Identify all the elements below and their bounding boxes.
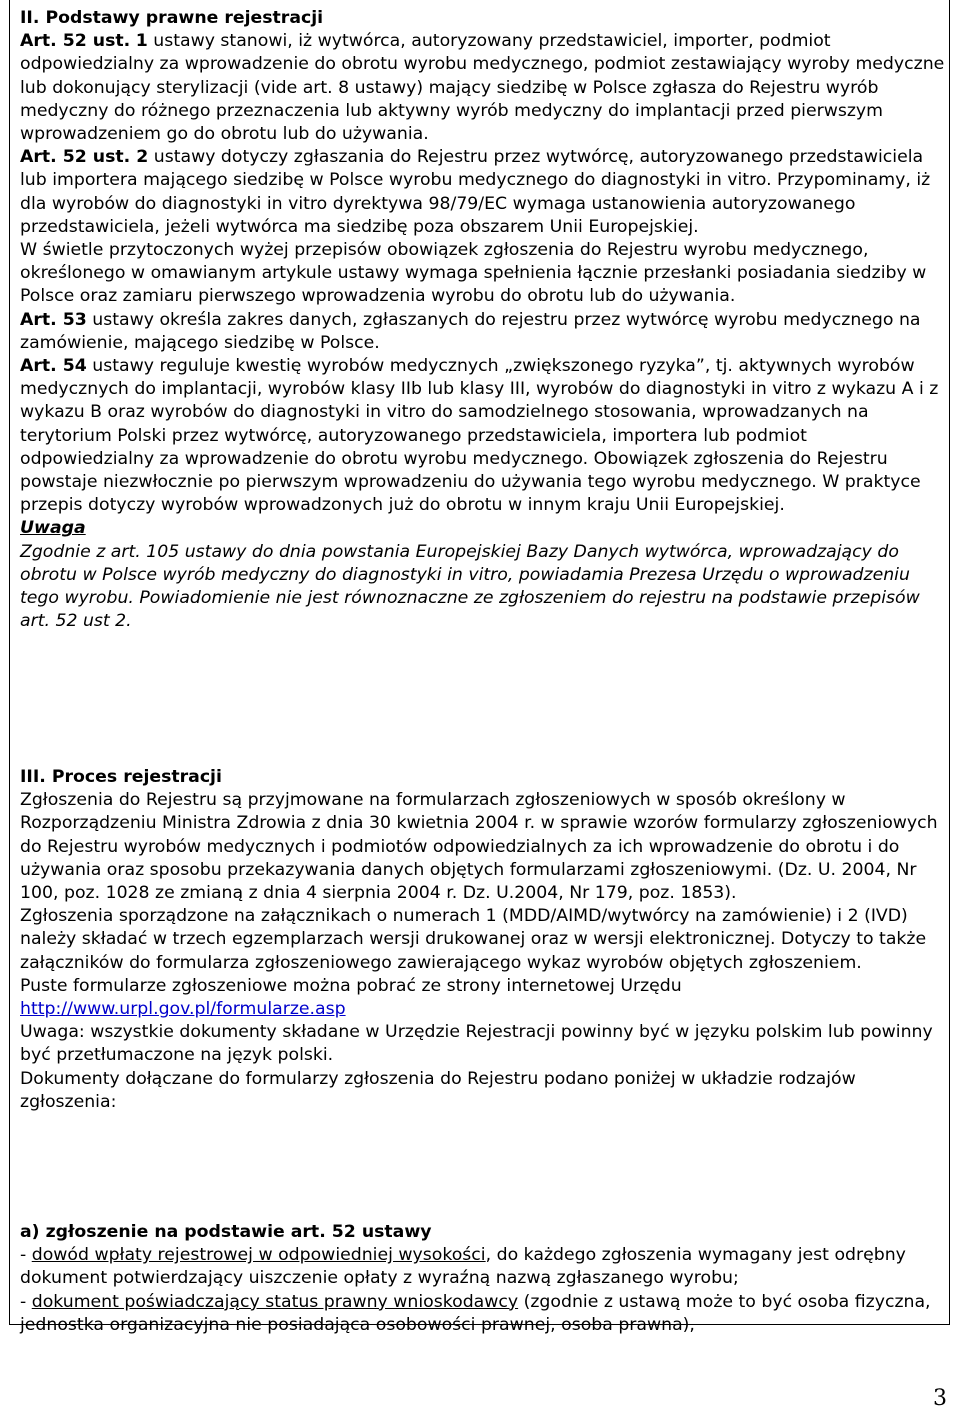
- paragraph: Puste formularze zgłoszeniowe można pobrać ze strony internetowej Urzędu: [20, 975, 682, 996]
- paragraph-text: ustawy określa zakres danych, zgłaszanych do rejestru przez wytwórcę wyrobu medycznego na zamówienie, mającego siedzibę w Polsce.: [20, 309, 921, 353]
- paragraph: Dokumenty dołączane do formularzy zgłoszenia do Rejestru podano poniżej w układzie rodzajów zgłoszenia:: [20, 1068, 856, 1112]
- section-legal-basis: [20, 7, 945, 633]
- paragraph: [20, 309, 945, 355]
- paragraph: Zgłoszenia sporządzone na załącznikach o numerach 1 (MDD/AIMD/wytwórcy na zamówienie) i 2 (IVD) należy składać w trzech egzemplarzach wersji drukowanej oraz w wersji elektronicznej. Dotyczy to także załączników do formularza zgłoszeniowego zawierającego wykaz wyrobów objętych zgłoszeniem.: [20, 906, 927, 973]
- paragraph-text: ustawy stanowi, iż wytwórca, autoryzowany przedstawiciel, importer, podmiot odpowiedzialny za wprowadzenie do obrotu wyrobu medycznego, podmiot zestawiający wyroby medyczne lub dokonujący sterylizacji (vide art. 8 ustawy) mający siedzibę w Polsce zgłasza do Rejestru wyrób medyczny do różnego przeznaczenia lub aktywny wyrób medyczny do implantacji przed pierwszym wprowadzeniem go do obrotu lub do używania.: [20, 31, 945, 145]
- note-text: Zgodnie z art. 105 ustawy do dnia powstania Europejskiej Bazy Danych wytwórca, wprowadzający do obrotu w Polsce wyrób medyczny do diagnostyki in vitro, powiadamia Prezesa Urzędu o wprowadzeniu tego wyrobu. Powiadomienie nie jest równoznaczne ze zgłoszeniem do rejestru na podstawie przepisów art. 52 ust 2.: [20, 541, 920, 632]
- article-number: 1: [135, 31, 148, 52]
- paragraph: [20, 146, 945, 239]
- section-heading: II. Podstawy prawne rejestracji: [20, 8, 324, 28]
- underlined-term: dokument poświadczający status prawny wnioskodawcy: [31, 1291, 519, 1312]
- paragraph-text: ustawy dotyczy zgłaszania do Rejestru przez wytwórcę, autoryzowanego przedstawiciela lub importera mającego siedzibę w Polsce wyrobu medycznego do diagnostyki in vitro. Przypominamy, iż dla wyrobów do diagnostyki in vitro dyrektywa 98/79/EC wymaga ustanowienia autoryzowanego przedstawiciela, jeżeli wytwórca ma siedzibę poza obszarem Unii Europejskiej.: [20, 147, 931, 237]
- article-ref: Art. 52 ust. 2: [20, 147, 149, 168]
- paragraph: W świetle przytoczonych wyżej przepisów obowiązek zgłoszenia do Rejestru wyrobu medycznego, określonego w omawianym artykule ustawy wymaga spełnienia łącznie przesłanki posiadania siedziby w Polsce oraz zamiaru pierwszego wprowadzenia wyrobu do obrotu lub do używania.: [20, 240, 927, 307]
- paragraph-text: ustawy reguluje kwestię wyrobów medycznych „zwiększonego ryzyka”, tj. aktywnych wyrobów medycznych do implantacji, wyrobów klasy IIb lub klasy III, wyrobów do diagnostyki in vitro z wykazu A i z wykazu B oraz wyrobów do diagnostyki in vitro do samodzielnego stosowania, wprowadzanych na terytorium Polski przez wytwórcę, autoryzowanego przedstawiciela, importera lub podmiot odpowiedzialny za wprowadzenie do obrotu wyrobu medycznego. Obowiązek zgłoszenia do Rejestru powstaje niezwłocznie po pierwszym wprowadzeniu do używania tego wyrobu medycznego. W praktyce przepis dotyczy wyrobów wprowadzonych już do obrotu w innym kraju Unii Europejskiej.: [20, 356, 939, 516]
- list-item-text: , do każdego zgłoszenia wymagany jest odrębny dokument potwierdzający uiszczenie opłaty z wyraźną nazwą zgłaszanego wyrobu;: [20, 1245, 906, 1289]
- section-registration-process: [20, 766, 945, 1114]
- paragraph: Uwaga: wszystkie dokumenty składane w Urzędzie Rejestracji powinny być w języku polskim lub powinny być przetłumaczone na język polski.: [20, 1022, 933, 1066]
- paragraph: [20, 30, 945, 146]
- article-ref: Art. 53: [20, 309, 87, 330]
- paragraph: [20, 355, 945, 517]
- section-heading: a) zgłoszenie na podstawie art. 52 ustawy: [20, 1222, 432, 1242]
- note-title: Uwaga: [20, 518, 86, 539]
- forms-link[interactable]: http://www.urpl.gov.pl/formularze.asp: [20, 999, 346, 1020]
- page-number: 3: [933, 1386, 947, 1411]
- section-art52: [20, 1221, 945, 1337]
- link-line: [20, 998, 945, 1021]
- dash: -: [20, 1245, 32, 1266]
- paragraph: Zgłoszenia do Rejestru są przyjmowane na formularzach zgłoszeniowych w sposób określony w Rozporządzeniu Ministra Zdrowia z dnia 30 kwietnia 2004 r. w sprawie wzorów formularzy zgłoszeniowych do Rejestru wyrobów medycznych i podmiotów odpowiedzialnych za ich wprowadzenie do obrotu i do używania oraz sposobu przekazywania danych objętych formularzami zgłoszeniowymi. (Dz. U. 2004, Nr 100, poz. 1028 ze zmianą z dnia 4 sierpnia 2004 r. Dz. U.2004, Nr 179, poz. 1853).: [20, 790, 938, 904]
- section-heading: III. Proces rejestracji: [20, 767, 222, 787]
- list-item: [20, 1291, 945, 1337]
- list-item: [20, 1244, 945, 1290]
- dash: -: [20, 1291, 32, 1312]
- underlined-term: dowód wpłaty rejestrowej w odpowiedniej wysokości: [31, 1245, 486, 1266]
- article-ref: Art. 54: [20, 356, 87, 377]
- list-item-text: (zgodnie z ustawą może to być osoba fizyczna, jednostka organizacyjna nie posiadająca osobowości prawnej, osoba prawna),: [20, 1291, 931, 1335]
- article-ref: Art. 52 ust.: [20, 31, 131, 52]
